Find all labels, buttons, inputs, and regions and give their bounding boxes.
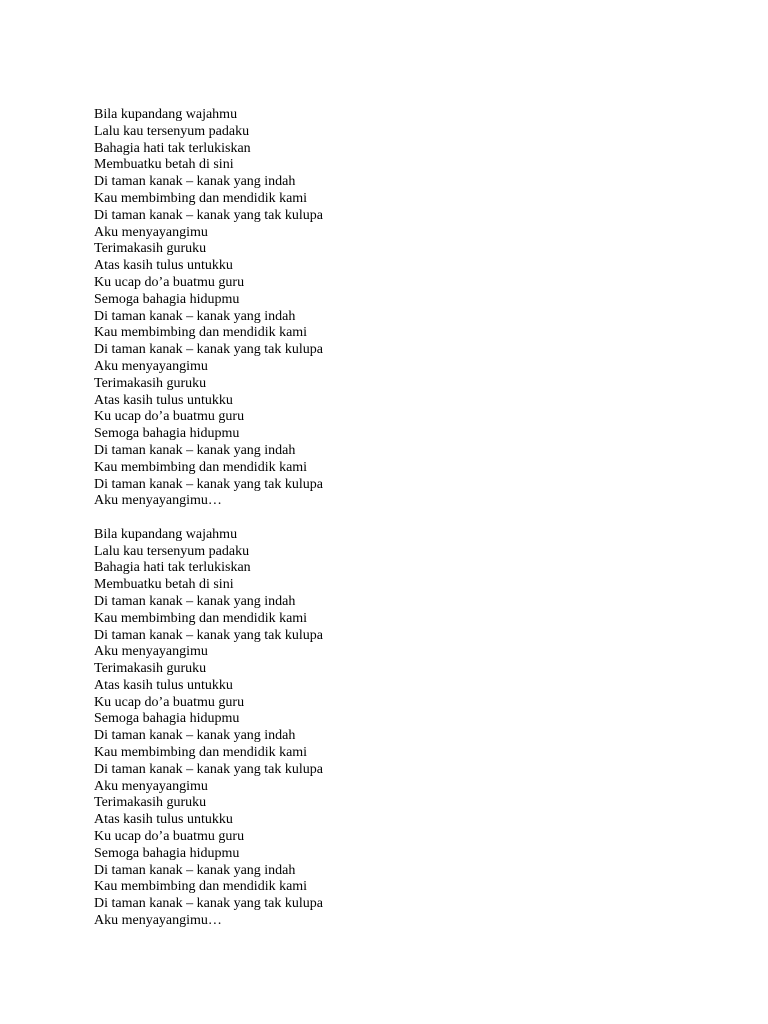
lyric-line: Di taman kanak – kanak yang tak kulupa: [94, 207, 323, 223]
lyric-line: Bahagia hati tak terlukiskan: [94, 140, 251, 156]
lyric-line: Di taman kanak – kanak yang tak kulupa: [94, 627, 323, 643]
lyric-line: Aku menyayangimu: [94, 358, 208, 374]
lyric-line: Atas kasih tulus untukku: [94, 812, 233, 828]
lyric-line: Kau membimbing dan mendidik kami: [94, 459, 308, 475]
lyric-line: Terimakasih guruku: [94, 661, 207, 677]
lyric-line: Kau membimbing dan mendidik kami: [94, 879, 308, 895]
lyric-line: Bila kupandang wajahmu: [94, 526, 238, 542]
lyric-line: Atas kasih tulus untukku: [94, 392, 233, 408]
lyric-line: Lalu kau tersenyum padaku: [94, 123, 250, 139]
lyric-line: Membuatku betah di sini: [94, 157, 234, 173]
lyric-line: Di taman kanak – kanak yang indah: [94, 728, 296, 744]
lyric-line: Bila kupandang wajahmu: [94, 107, 238, 122]
lyric-line: Semoga bahagia hidupmu: [94, 291, 240, 307]
lyric-line: Aku menyayangimu…: [94, 493, 222, 509]
lyric-line: Bahagia hati tak terlukiskan: [94, 560, 251, 576]
lyric-line: Lalu kau tersenyum padaku: [94, 543, 250, 559]
lyric-line: Aku menyayangimu: [94, 224, 208, 240]
lyric-line: Di taman kanak – kanak yang tak kulupa: [94, 761, 323, 777]
lyric-line: Atas kasih tulus untukku: [94, 677, 233, 693]
lyric-line: Aku menyayangimu: [94, 778, 208, 794]
lyric-line: Kau membimbing dan mendidik kami: [94, 190, 308, 206]
lyric-line: Di taman kanak – kanak yang indah: [94, 174, 296, 190]
lyric-line: Kau membimbing dan mendidik kami: [94, 325, 308, 341]
lyric-line: Ku ucap do’a buatmu guru: [94, 274, 245, 290]
lyric-line: Di taman kanak – kanak yang indah: [94, 308, 296, 324]
lyric-line: Aku menyayangimu: [94, 644, 208, 660]
lyric-line: Aku menyayangimu…: [94, 913, 222, 929]
lyric-line: Terimakasih guruku: [94, 241, 207, 257]
stanza: [94, 527, 694, 930]
lyric-line: Di taman kanak – kanak yang tak kulupa: [94, 476, 323, 492]
lyric-line: Ku ucap do’a buatmu guru: [94, 409, 245, 425]
lyric-line: Kau membimbing dan mendidik kami: [94, 745, 308, 761]
lyric-line: Ku ucap do’a buatmu guru: [94, 694, 245, 710]
lyric-line: Kau membimbing dan mendidik kami: [94, 610, 308, 626]
lyric-line: Terimakasih guruku: [94, 795, 207, 811]
lyric-line: Atas kasih tulus untukku: [94, 258, 233, 274]
lyrics-text: [94, 107, 694, 930]
stanza: [94, 107, 694, 510]
lyric-line: Semoga bahagia hidupmu: [94, 845, 240, 861]
lyric-line: Di taman kanak – kanak yang indah: [94, 862, 296, 878]
lyric-line: Semoga bahagia hidupmu: [94, 711, 240, 727]
lyric-line: Terimakasih guruku: [94, 375, 207, 391]
lyric-line: Di taman kanak – kanak yang tak kulupa: [94, 896, 323, 912]
lyric-line: Di taman kanak – kanak yang indah: [94, 442, 296, 458]
lyric-line: Ku ucap do’a buatmu guru: [94, 829, 245, 845]
lyric-line: Di taman kanak – kanak yang indah: [94, 593, 296, 609]
lyric-line: Di taman kanak – kanak yang tak kulupa: [94, 342, 323, 358]
lyric-line: Semoga bahagia hidupmu: [94, 426, 240, 442]
lyric-line: Membuatku betah di sini: [94, 577, 234, 593]
